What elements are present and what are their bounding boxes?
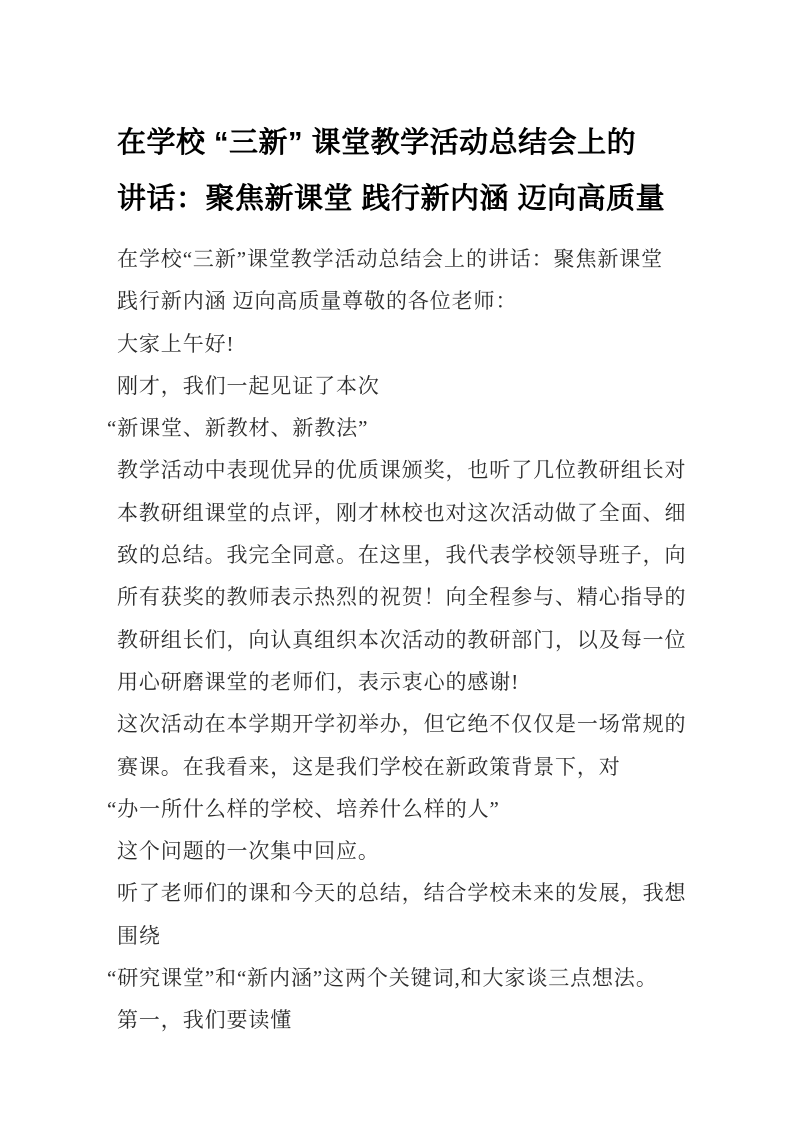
body-line: 践行新内涵 迈向高质量尊敬的各位老师： [117,289,518,314]
document-title [117,115,693,227]
body-line: 第一，我们要读懂 [117,1008,293,1033]
document-body [107,238,693,1042]
body-line: 致的总结。我完全同意。在这里，我代表学校领导班子，向 [117,543,687,568]
body-line: “研究课堂”和“新内涵”这两个关键词,和大家谈三点想法。 [107,966,658,991]
document-title-line-1: 在学校 “三新” 课堂教学活动总结会上的 [117,127,637,159]
body-line: “新课堂、新教材、新教法” [107,416,369,441]
body-line: 围绕 [117,923,161,948]
body-line: 赛课。在我看来，这是我们学校在新政策背景下，对 [117,754,621,779]
body-line: 本教研组课堂的点评，刚才林校也对这次活动做了全面、细 [117,500,687,525]
body-line: 这次活动在本学期开学初举办，但它绝不仅仅是一场常规的 [117,712,687,737]
body-line: “办一所什么样的学校、培养什么样的人” [107,796,500,821]
body-line: 刚才，我们一起见证了本次 [117,373,380,398]
body-line: 教研组长们，向认真组织本次活动的教研部门，以及每一位 [117,627,687,652]
body-line: 用心研磨课堂的老师们，表示衷心的感谢! [117,669,520,694]
body-line: 听了老师们的课和今天的总结，结合学校未来的发展，我想 [117,881,687,906]
body-line: 教学活动中表现优异的优质课颁奖，也听了几位教研组长对 [117,458,687,483]
body-line: 大家上午好! [117,331,235,356]
body-line: 这个问题的一次集中回应。 [117,839,380,864]
body-line: 所有获奖的教师表示热烈的祝贺！向全程参与、精心指导的 [117,585,687,610]
document-title-line-2: 讲话：聚焦新课堂 践行新内涵 迈向高质量 [117,183,666,215]
body-line: 在学校“三新”课堂教学活动总结会上的讲话：聚焦新课堂 [117,247,664,271]
